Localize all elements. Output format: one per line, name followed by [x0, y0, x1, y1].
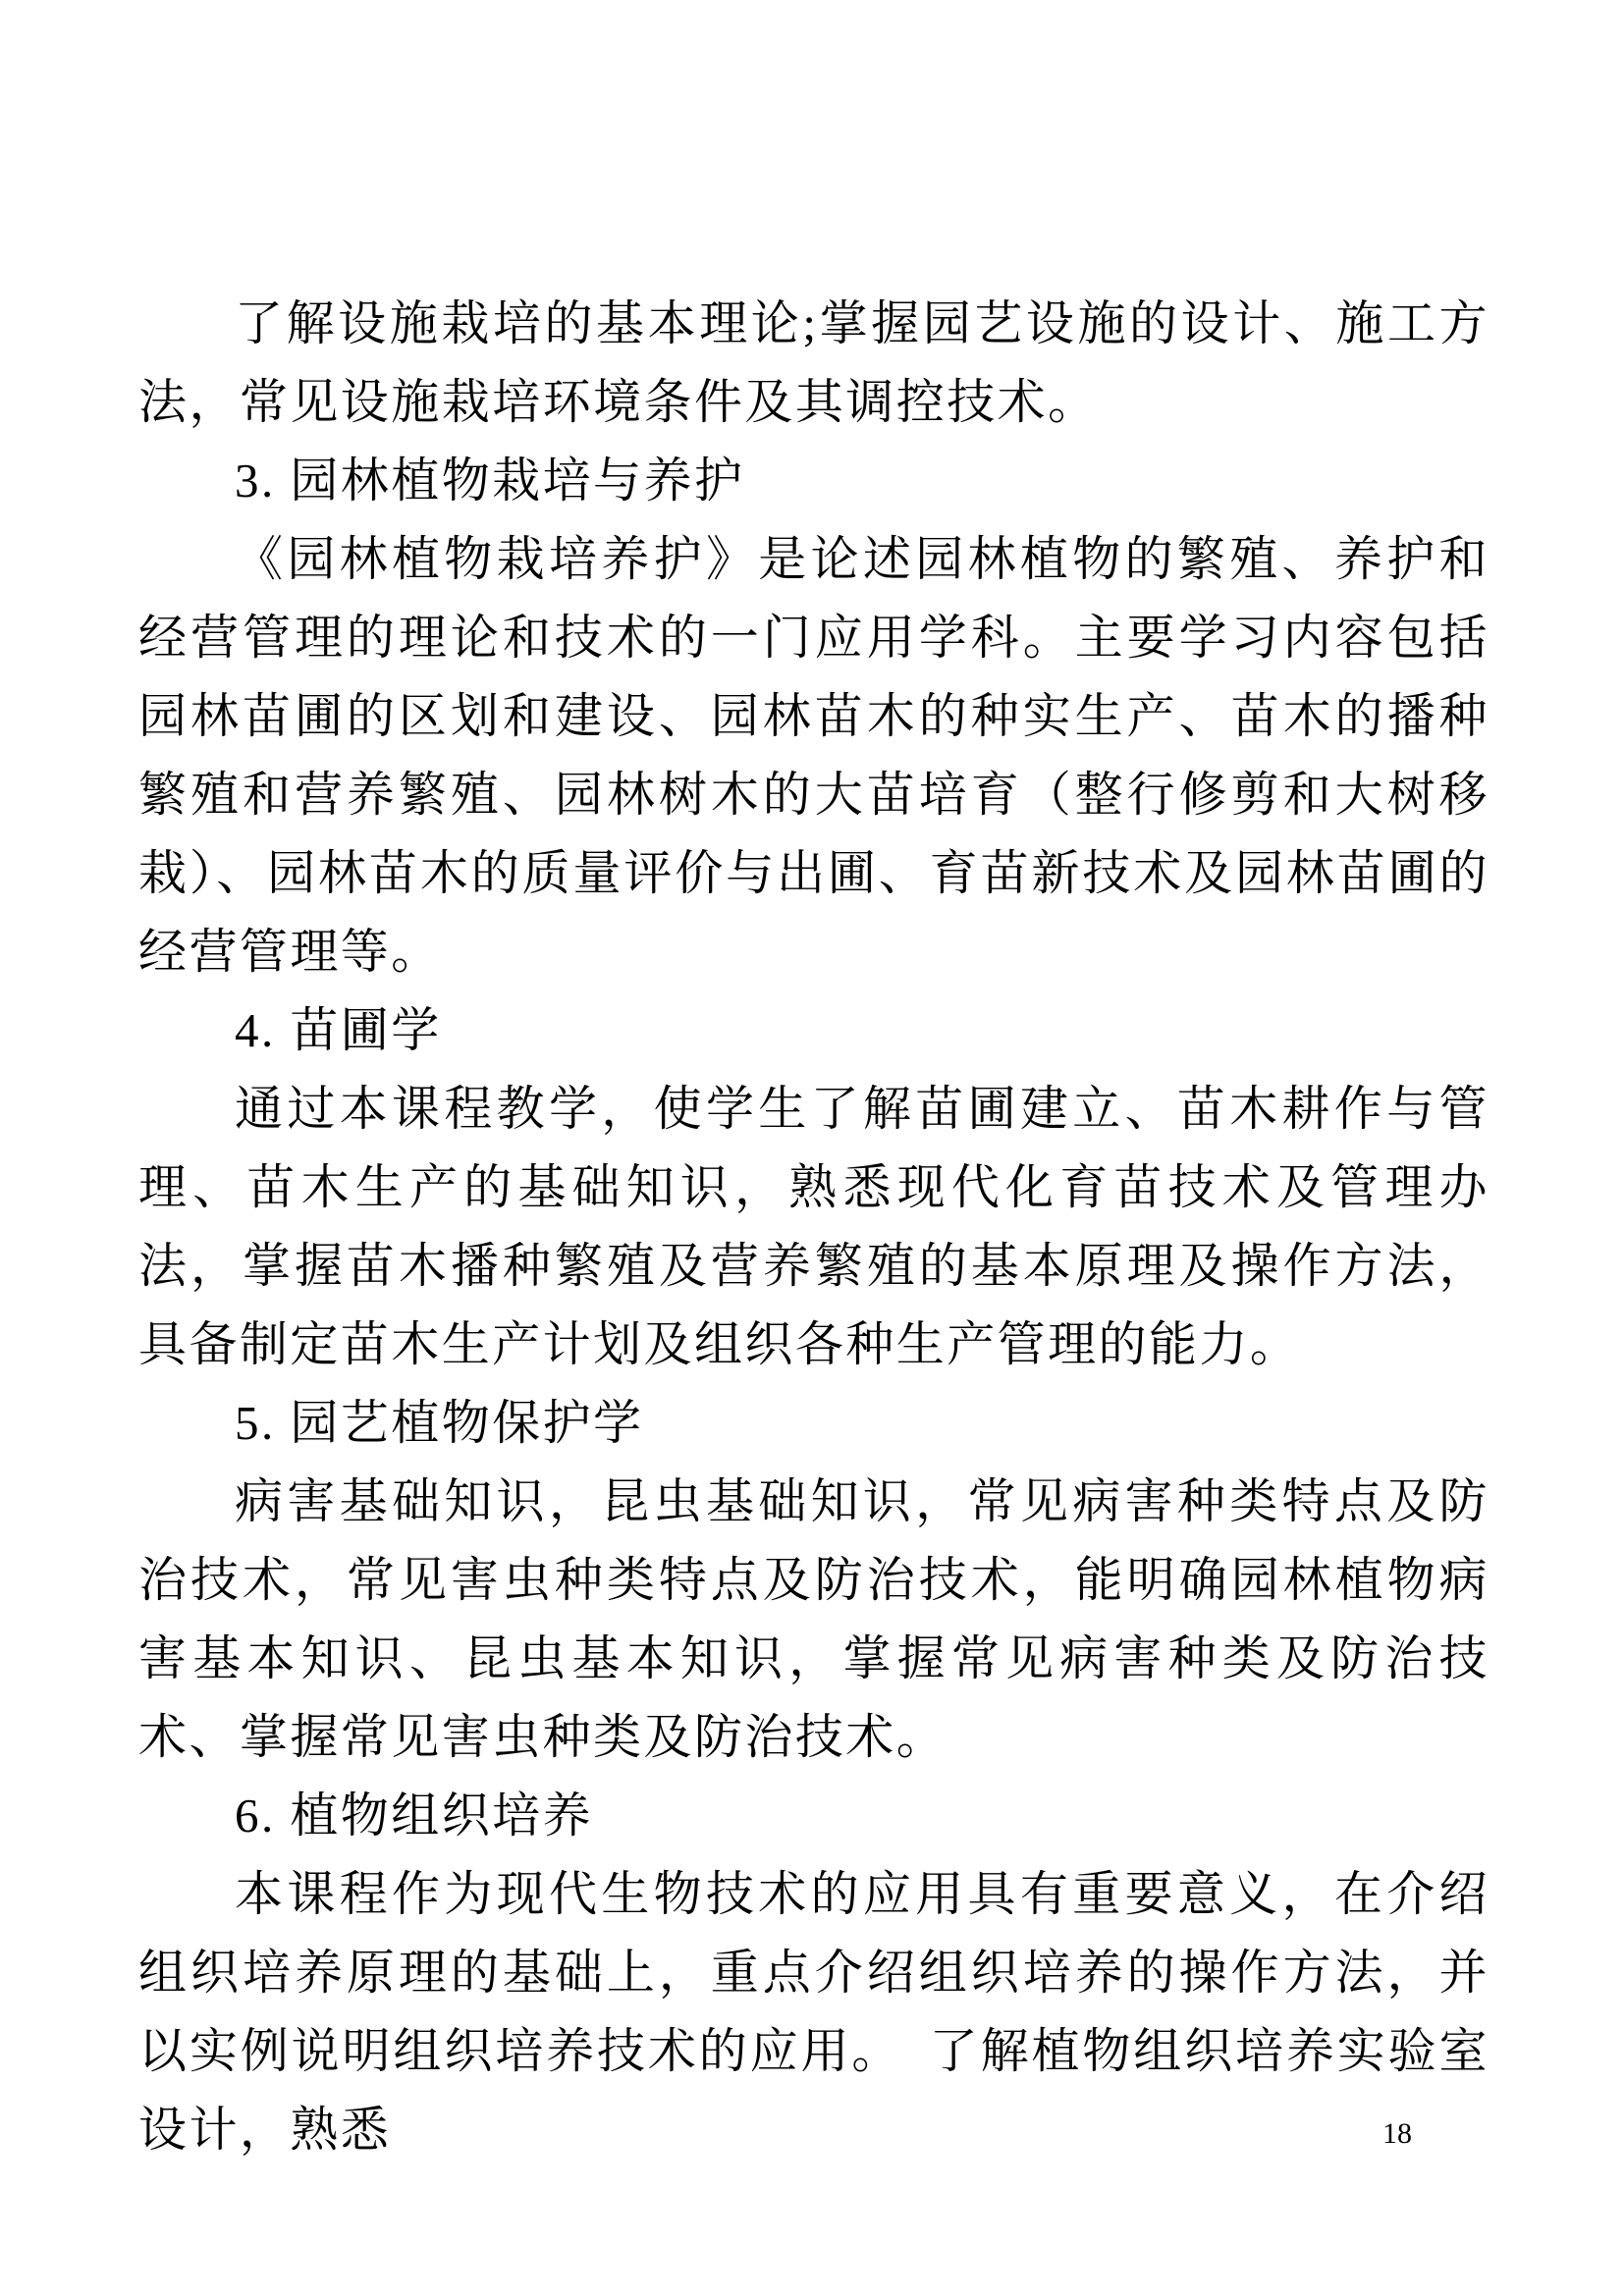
paragraph-facility-cultivation: 了解设施栽培的基本理论;掌握园艺设施的设计、施工方法，常见设施栽培环境条件及其调控技术。 — [138, 296, 1489, 429]
paragraph-landscape-plant-cultivation: 《园林植物栽培养护》是论述园林植物的繁殖、养护和经营管理的理论和技术的一门应用学科。主要学习内容包括园林苗圃的区划和建设、园林苗木的种实生产、苗木的播种繁殖和营养繁殖、园林树木的大苗培育（整行修剪和大树移栽）、园林苗木的质量评价与出圃、育苗新技术及园林苗圃的经营管理等。 — [138, 532, 1489, 979]
page-number: 18 — [1382, 2117, 1412, 2150]
section-heading-6-plant-tissue-culture: 6. 植物组织培养 — [235, 1789, 594, 1842]
section-heading-5-horticultural-plant-protection: 5. 园艺植物保护学 — [235, 1396, 644, 1450]
document-body — [138, 285, 1489, 2169]
section-heading-3-landscape-plant-cultivation: 3. 园林植物栽培与养护 — [235, 454, 745, 507]
paragraph-horticultural-plant-protection: 病害基础知识，昆虫基础知识，常见病害种类特点及防治技术，常见害虫种类特点及防治技术，能明确园林植物病害基本知识、昆虫基本知识，掌握常见病害种类及防治技术、掌握常见害虫种类及防治技术。 — [138, 1474, 1489, 1764]
paragraph-plant-tissue-culture: 本课程作为现代生物技术的应用具有重要意义，在介绍组织培养原理的基础上，重点介绍组织培养的操作方法，并以实例说明组织培养技术的应用。 了解植物组织培养实验室设计，熟悉 — [138, 1867, 1489, 2157]
paragraph-nursery-science: 通过本课程教学，使学生了解苗圃建立、苗木耕作与管理、苗木生产的基础知识，熟悉现代化育苗技术及管理办法，掌握苗木播种繁殖及营养繁殖的基本原理及操作方法，具备制定苗木生产计划及组织各种生产管理的能力。 — [138, 1082, 1489, 1371]
section-heading-4-nursery-science: 4. 苗圃学 — [235, 1003, 442, 1057]
